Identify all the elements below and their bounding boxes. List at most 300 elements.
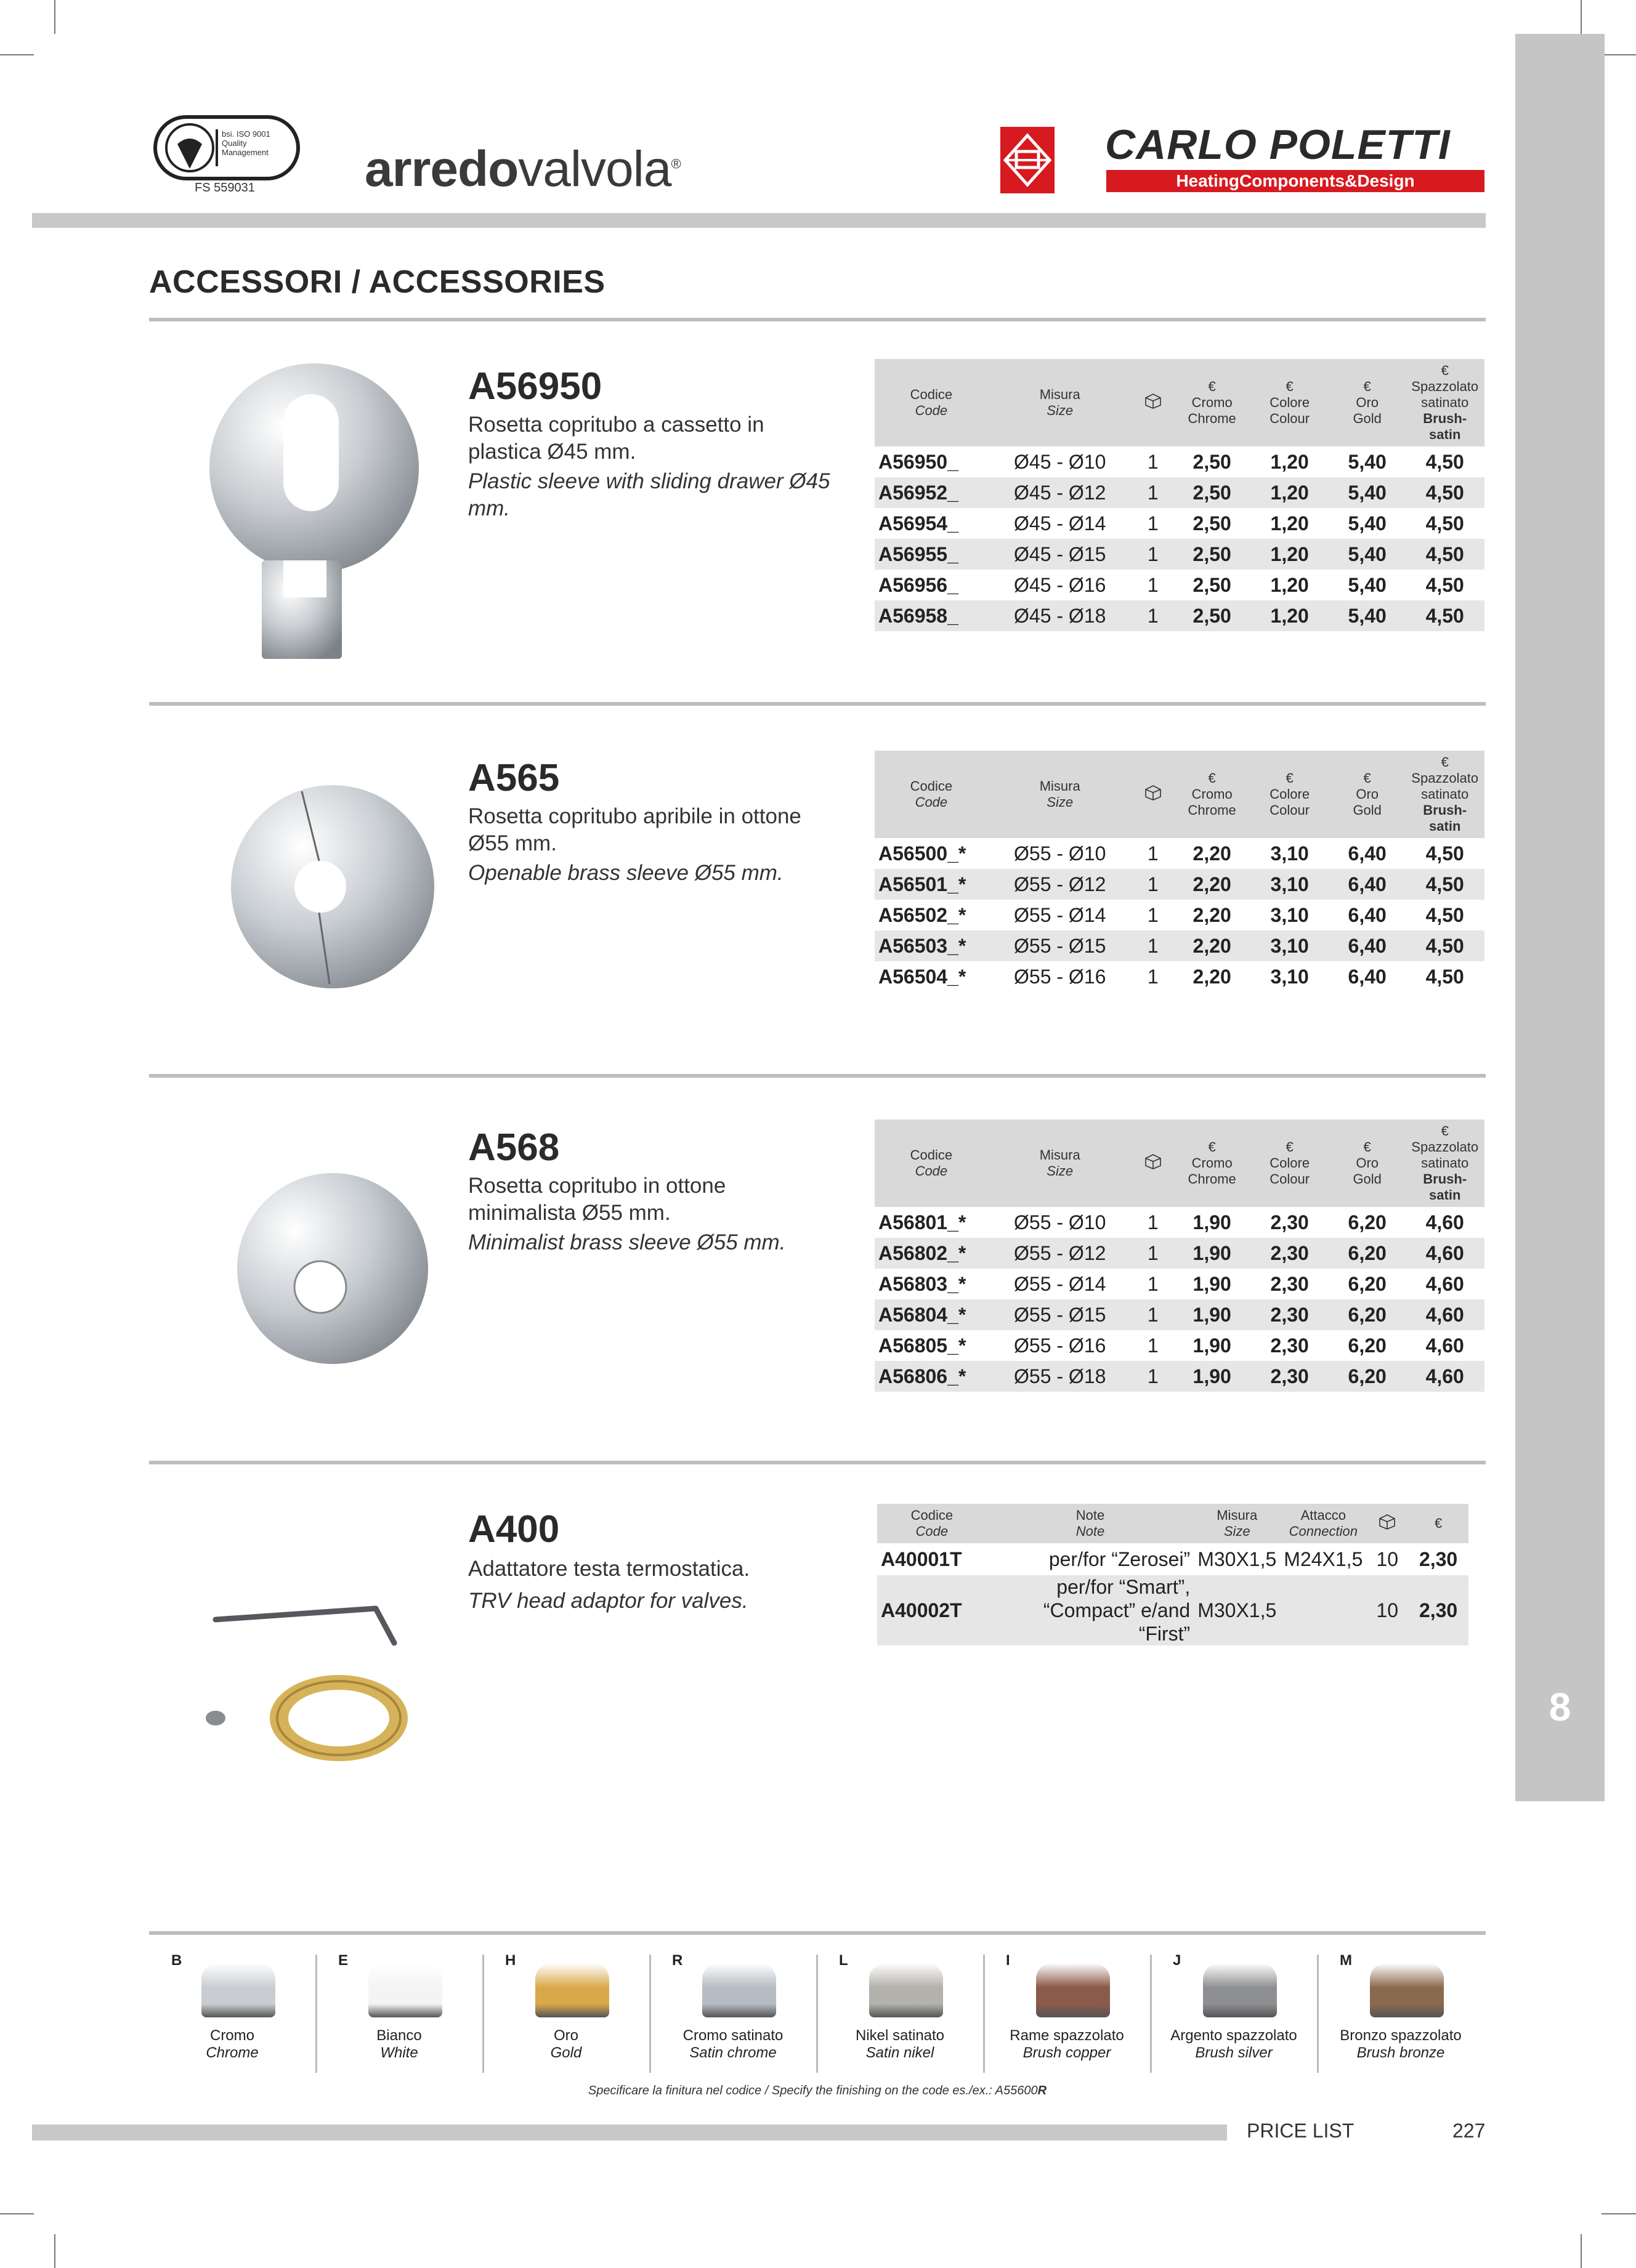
col-code-it: Codice [910,1147,953,1163]
finish-name-it: Nikel satinato [855,2027,945,2044]
table-cell: Ø45 - Ø18 [988,600,1132,631]
col-size-it: Misura [1039,387,1080,402]
col-gold-en: Gold [1353,411,1382,426]
table-cell: 4,50 [1405,869,1484,900]
table-cell: 1 [1132,869,1174,900]
finish-name-it: Rame spazzolato [1010,2027,1124,2044]
finish-letter: J [1173,1952,1181,1969]
box-icon [1144,393,1162,409]
col-size-en: Size [1047,794,1074,810]
product-description-it: Rosetta copritubo a cassetto in plastica Ø45 mm. [468,413,764,464]
table-cell: 1 [1147,965,1159,988]
finish-note-suffix: R [1037,2084,1047,2097]
table-cell: 1,90 [1174,1361,1250,1392]
table-row [875,446,1484,477]
finish-letter: B [171,1952,182,1969]
table-cell: 6,40 [1348,965,1387,988]
table-cell: Ø55 - Ø16 [1014,1334,1106,1357]
table-cell: A56958_ [875,600,988,631]
euro-sign: € [1441,1123,1449,1139]
table-cell: Ø55 - Ø15 [988,930,1132,961]
euro-sign: € [1286,379,1294,394]
brand-light-part: valvola [518,141,671,197]
table-cell: Ø55 - Ø10 [1014,1211,1106,1233]
product-image-a565 [222,776,443,998]
euro-sign: € [1441,363,1449,378]
table-cell: Ø45 - Ø16 [1014,573,1106,596]
table-cell: A56805_* [878,1334,966,1357]
table-cell: 5,40 [1329,539,1405,570]
product-image-a400 [197,1589,419,1774]
table-cell: A56804_* [875,1299,988,1330]
col-brush-it2: satinato [1421,395,1469,410]
col-brush-en: Brush-satin [1423,411,1467,442]
col-size-it: Misura [1217,1507,1258,1523]
table-cell: 3,10 [1250,869,1329,900]
table-cell: 4,60 [1425,1211,1464,1233]
table-cell: A56806_* [875,1361,988,1392]
table-cell: A56954_ [878,512,958,535]
col-colour-it: Colore [1270,395,1310,410]
table-cell: 5,40 [1348,512,1387,535]
crop-mark [1602,2213,1636,2214]
finish-name-en: Satin nikel [865,2044,934,2061]
crop-mark [1581,0,1582,34]
table-cell: 2,30 [1419,1548,1458,1570]
finish-note [149,2084,1486,2098]
finish-letter: R [672,1952,683,1969]
product-description-en: Minimalist brass sleeve Ø55 mm. [468,1230,786,1254]
crop-mark [54,2234,55,2268]
table-cell: Ø55 - Ø10 [1014,842,1106,865]
table-cell: 4,50 [1405,930,1484,961]
table-cell: 2,20 [1193,965,1231,988]
col-code-en: Code [915,1163,948,1179]
col-code-en: Code [915,1523,949,1539]
table-cell: 2,50 [1193,450,1231,473]
table-cell: 4,50 [1405,539,1484,570]
product-description-en: TRV head adaptor for valves. [468,1589,748,1613]
box-icon [1144,785,1162,801]
table-cell: 4,50 [1425,512,1464,535]
finish-name-it: Cromo satinato [682,2027,784,2044]
col-size [988,1120,1132,1207]
finish-cap-icon [535,1963,609,2017]
col-code-it: Codice [910,1507,954,1523]
table-cell: 4,60 [1425,1334,1464,1357]
table-cell: 10 [1366,1575,1408,1645]
product-description-en: Openable brass sleeve Ø55 mm. [468,861,784,885]
col-brush-it2: satinato [1421,1155,1469,1171]
table-cell: 2,30 [1250,1361,1329,1392]
table-cell: 2,30 [1408,1575,1468,1645]
table-cell: 1,20 [1270,573,1309,596]
col-pack [1132,1120,1174,1207]
col-size-en: Size [1047,1163,1074,1179]
crop-mark [1602,54,1636,55]
col-size [988,751,1132,838]
table-cell: A56955_ [875,539,988,570]
col-size-it: Misura [1039,778,1080,794]
registered-mark: ® [671,156,681,172]
table-cell: 1,90 [1193,1334,1231,1357]
col-brush-en: Brush-satin [1423,802,1467,834]
table-cell: 6,40 [1329,869,1405,900]
col-chrome-it: Cromo [1191,786,1233,802]
table-row [875,838,1484,869]
col-connection-en: Connection [1289,1523,1358,1539]
product-separator [149,1461,1486,1464]
col-gold-it: Oro [1356,786,1379,802]
table-header-row [877,1504,1468,1543]
table-cell: 5,40 [1329,600,1405,631]
table-row [875,508,1484,539]
col-code-en: Code [915,403,948,418]
finish-cap-icon [869,1963,943,2017]
table-cell: Ø55 - Ø18 [988,1361,1132,1392]
col-colour-en: Colour [1270,1171,1310,1187]
table-cell: 2,30 [1250,1299,1329,1330]
table-row [875,570,1484,600]
col-colour [1250,359,1329,446]
finish-cap-icon [1036,1963,1110,2017]
table-cell: 1,20 [1270,450,1309,473]
table-cell: Ø45 - Ø12 [988,477,1132,508]
finish-cap-icon [201,1963,275,2017]
table-row [877,1543,1468,1575]
table-cell: 2,20 [1193,842,1231,865]
header-rule [32,213,1486,228]
col-brush-it: Spazzolato [1411,379,1479,394]
table-cell: 2,20 [1193,903,1231,926]
table-cell: M30X1,5 [1194,1575,1280,1645]
col-chrome-en: Chrome [1188,802,1236,818]
table-cell: 2,30 [1270,1272,1309,1295]
product-separator [149,1074,1486,1078]
finish-letter: I [1006,1952,1010,1969]
col-brush-it2: satinato [1421,786,1469,802]
col-chrome-it: Cromo [1191,1155,1233,1171]
col-note-en: Note [1075,1523,1105,1539]
table-cell: A56956_ [878,573,958,596]
col-size-it: Misura [1039,1147,1080,1163]
col-pack [1132,359,1174,446]
col-chrome-it: Cromo [1191,395,1233,410]
col-brush [1405,1120,1484,1207]
table-cell: A56803_* [878,1272,966,1295]
table-cell: 2,50 [1193,573,1231,596]
product-image-a568 [228,1164,437,1373]
col-code-it: Codice [910,778,953,794]
table-cell: 1 [1147,1334,1159,1357]
col-chrome-en: Chrome [1188,1171,1236,1187]
product-title: A565 [468,757,560,799]
col-price [1408,1504,1468,1543]
product-description-it: Rosetta copritubo in ottone minimalista Ø55 mm. [468,1174,726,1225]
table-cell: 6,40 [1348,842,1387,865]
table-cell: 4,60 [1405,1361,1484,1392]
col-brush-it: Spazzolato [1411,770,1479,786]
table-cell: A56801_* [878,1211,966,1233]
col-size-en: Size [1047,403,1074,418]
finish-swatch [483,1934,649,2075]
finish-note-text: Specificare la finitura nel codice / Specify the finishing on the code es./ex.: A55600 [588,2084,1038,2097]
table-cell: per/for “Smart”, “Compact” e/and “First” [987,1575,1194,1645]
col-gold [1329,751,1405,838]
table-header-row [875,751,1484,838]
finish-swatch [316,1934,482,2075]
brand-carlo-poletti: CARLO POLETTI [1105,121,1451,168]
table-cell: 1,90 [1174,1238,1250,1269]
finish-swatch [984,1934,1150,2075]
col-gold-en: Gold [1353,802,1382,818]
product-title: A400 [468,1508,560,1551]
table-cell: A56950_ [878,450,958,473]
col-code [875,359,988,446]
finish-name-en: Chrome [206,2044,259,2061]
table-cell: 1 [1147,842,1159,865]
finish-name-it: Argento spazzolato [1170,2027,1297,2044]
col-gold [1329,1120,1405,1207]
col-size-en: Size [1223,1523,1250,1539]
table-row [875,1269,1484,1299]
col-chrome [1174,751,1250,838]
finish-name-en: Brush copper [1022,2044,1111,2061]
finish-name-en: Brush silver [1195,2044,1273,2061]
table-cell: 4,50 [1425,450,1464,473]
table-cell: A56504_* [878,965,966,988]
col-brush-en: Brush-satin [1423,1171,1467,1203]
footer-bar [32,2125,1227,2141]
page-number: 227 [1452,2120,1486,2142]
product-description-en: Plastic sleeve with sliding drawer Ø45 mm. [468,469,830,520]
table-cell: 6,20 [1348,1272,1387,1295]
table-cell: 6,20 [1329,1299,1405,1330]
finish-name-en: Satin chrome [689,2044,777,2061]
table-cell: A56952_ [875,477,988,508]
price-table-a56950 [875,359,1484,631]
table-cell: Ø45 - Ø15 [988,539,1132,570]
col-size [1194,1504,1280,1543]
col-colour [1250,751,1329,838]
table-cell: 3,10 [1270,965,1309,988]
certification-code: FS 559031 [195,181,255,195]
col-size [988,359,1132,446]
finish-name-it: Oro [553,2027,578,2044]
table-row [875,900,1484,930]
table-cell: 1,20 [1250,477,1329,508]
finish-letter: H [505,1952,516,1969]
brand-tagline: HeatingComponents&Design [1106,170,1484,192]
table-cell: 4,50 [1405,600,1484,631]
col-code [877,1504,987,1543]
crop-mark [0,54,34,55]
product-description-it: Adattatore testa termostatica. [468,1557,750,1581]
product-separator [149,702,1486,706]
col-gold-en: Gold [1353,1171,1382,1187]
crop-mark [54,0,55,34]
table-cell: 2,50 [1174,539,1250,570]
col-brush-it: Spazzolato [1411,1139,1479,1155]
table-header-row [875,1120,1484,1207]
table-cell: A40002T [877,1575,987,1645]
price-table-a400 [877,1504,1468,1645]
table-cell: Ø55 - Ø14 [1014,1272,1106,1295]
section-title: ACCESSORI / ACCESSORIES [149,264,605,300]
col-brush [1405,359,1484,446]
product-image-a56950 [185,345,431,671]
table-cell: 1 [1132,539,1174,570]
table-cell: 2,50 [1174,600,1250,631]
box-icon [1144,1153,1162,1169]
table-cell: 6,20 [1348,1211,1387,1233]
product-title: A56950 [468,365,602,408]
table-cell: 1 [1132,930,1174,961]
table-cell: A56503_* [875,930,988,961]
table-cell: 4,50 [1425,573,1464,596]
table-cell: 4,60 [1425,1272,1464,1295]
table-cell: Ø45 - Ø10 [1014,450,1106,473]
table-cell: 5,40 [1329,477,1405,508]
table-cell: Ø55 - Ø12 [988,869,1132,900]
table-cell: 2,50 [1174,477,1250,508]
table-cell: 1 [1147,1272,1159,1295]
euro-sign: € [1434,1515,1443,1531]
col-chrome-en: Chrome [1188,411,1236,426]
col-connection-it: Attacco [1300,1507,1346,1523]
product-title: A568 [468,1126,560,1169]
finish-letter: M [1340,1952,1352,1969]
euro-sign: € [1286,770,1294,786]
table-cell: 4,50 [1425,842,1464,865]
euro-sign: € [1441,754,1449,770]
euro-sign: € [1286,1139,1294,1155]
table-cell: 1 [1132,1238,1174,1269]
table-cell: Ø45 - Ø14 [1014,512,1106,535]
col-colour-en: Colour [1270,411,1310,426]
table-cell: 1 [1132,1361,1174,1392]
col-connection [1280,1504,1366,1543]
col-code [875,1120,988,1207]
table-row [875,961,1484,992]
euro-sign: € [1208,770,1216,786]
table-cell: M24X1,5 [1284,1548,1363,1570]
table-row [875,1361,1484,1392]
col-gold-it: Oro [1356,395,1379,410]
finish-cap-icon [1203,1963,1277,2017]
chapter-number: 8 [1549,1685,1571,1729]
table-cell: 6,20 [1329,1238,1405,1269]
table-cell: 1 [1147,512,1159,535]
col-brush [1405,751,1484,838]
table-cell: 1 [1147,903,1159,926]
table-cell: 6,20 [1348,1334,1387,1357]
col-colour-it: Colore [1270,786,1310,802]
finish-cap-icon [702,1963,776,2017]
table-cell: 1 [1132,600,1174,631]
table-cell: per/for “Zerosei” [1048,1548,1191,1570]
table-cell: 1 [1132,477,1174,508]
table-cell: 1,90 [1174,1299,1250,1330]
table-row [875,539,1484,570]
finish-swatch [1151,1934,1317,2075]
table-cell: 1 [1147,1211,1159,1233]
table-cell: 3,10 [1270,903,1309,926]
table-cell: 4,60 [1405,1238,1484,1269]
finish-name-it: Cromo [209,2027,254,2044]
table-row [875,1299,1484,1330]
table-cell: 1,20 [1250,539,1329,570]
col-gold [1329,359,1405,446]
price-table-a568 [875,1120,1484,1392]
finish-swatch [149,1934,315,2075]
col-colour [1250,1120,1329,1207]
table-cell: 1 [1147,573,1159,596]
table-row [875,477,1484,508]
finish-letter: E [338,1952,349,1969]
col-code-en: Code [915,794,948,810]
col-colour-en: Colour [1270,802,1310,818]
col-chrome [1174,359,1250,446]
table-cell: 1,20 [1250,600,1329,631]
table-cell: 2,20 [1174,930,1250,961]
euro-sign: € [1363,379,1371,394]
col-chrome [1174,1120,1250,1207]
col-code-it: Codice [910,387,953,402]
table-header-row [875,359,1484,446]
table-cell: 3,10 [1250,930,1329,961]
carlo-poletti-emblem [1000,127,1055,193]
brand-bold-part: arredo [365,141,519,197]
finish-name-en: Gold [550,2044,582,2061]
table-cell: 1 [1147,450,1159,473]
table-cell: A56502_* [878,903,966,926]
table-cell: 2,30 [1250,1238,1329,1269]
col-note-it: Note [1075,1507,1105,1523]
chapter-tab [1515,34,1605,1801]
table-row [875,869,1484,900]
section-rule [149,318,1486,321]
table-cell: M30X1,5 [1197,1548,1277,1570]
finishes-legend [149,1934,1486,2075]
col-pack [1132,751,1174,838]
table-cell: A40001T [881,1548,962,1570]
table-cell: Ø55 - Ø12 [988,1238,1132,1269]
box-icon [1378,1514,1396,1530]
euro-sign: € [1208,1139,1216,1155]
euro-sign: € [1363,770,1371,786]
table-cell [1280,1575,1366,1645]
price-table-a565 [875,751,1484,992]
table-row [875,600,1484,631]
table-cell: A56501_* [875,869,988,900]
table-row [875,1330,1484,1361]
table-cell: 3,10 [1270,842,1309,865]
table-cell: 10 [1376,1548,1399,1570]
table-cell: A56802_* [875,1238,988,1269]
footer-label: PRICE LIST [1247,2120,1355,2142]
table-row [875,1207,1484,1238]
table-cell: A56500_* [878,842,966,865]
col-note [987,1504,1194,1543]
table-cell: 4,50 [1425,965,1464,988]
table-cell: 1,90 [1193,1272,1231,1295]
table-cell: Ø55 - Ø15 [988,1299,1132,1330]
col-pack [1366,1504,1408,1543]
table-row [877,1575,1468,1645]
euro-sign: € [1208,379,1216,394]
crop-mark [1581,2234,1582,2268]
